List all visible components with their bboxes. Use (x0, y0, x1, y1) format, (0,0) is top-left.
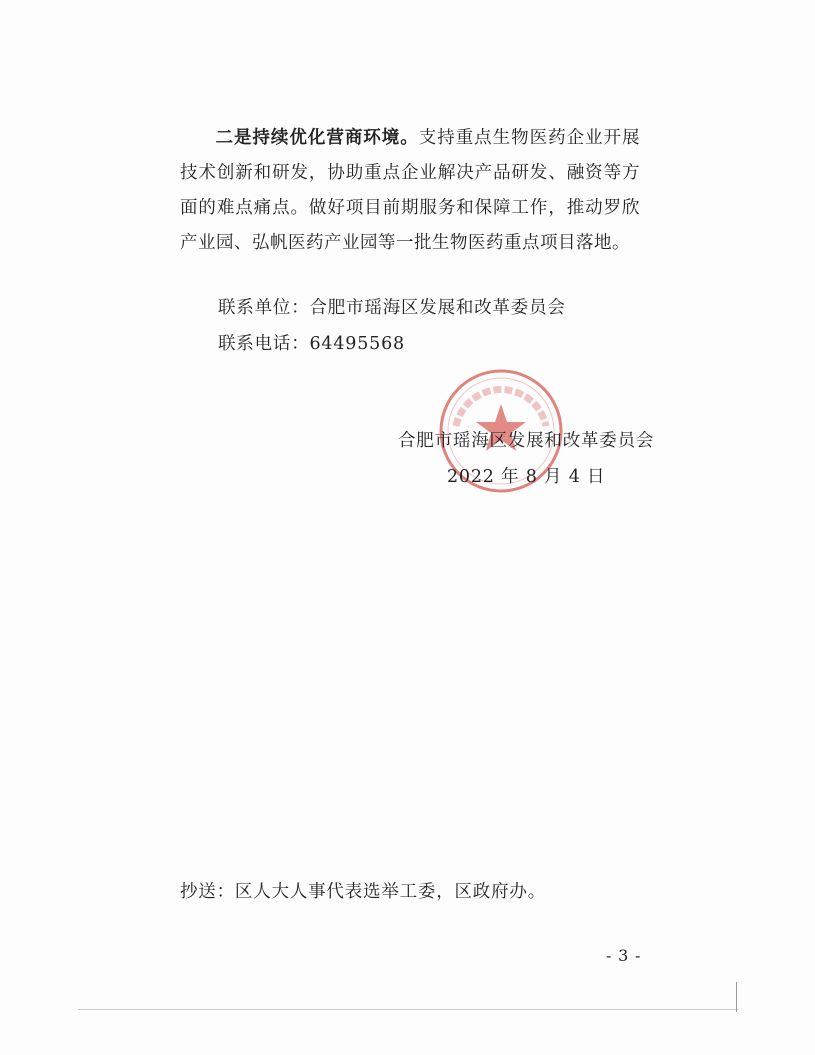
cc-label: 抄送： (180, 882, 235, 902)
contact-phone-label: 联系电话： (218, 334, 310, 354)
bottom-divider (78, 1009, 738, 1010)
paragraph-text: 支持重点生物医药企业开展技术创新和研发，协助重点企业解决产品研发、融资等方面的难点痛点。做好项目前期服务和保障工作，推动罗欣产业园、弘帆医药产业园等一批生物医药重点项目落地。 (180, 128, 641, 253)
contact-unit (218, 294, 566, 319)
contact-phone (218, 330, 405, 355)
binding-mark (736, 982, 737, 1012)
contact-phone-value: 64495568 (309, 334, 405, 354)
contact-unit-label: 联系单位： (218, 298, 310, 318)
paragraph-lead: 二是持续优化营商环境。 (215, 128, 419, 148)
signature-org: 合肥市瑶海区发展和改革委员会 (398, 431, 655, 451)
page-number: - 3 - (606, 946, 642, 965)
cc-value: 区人大人事代表选举工委，区政府办。 (234, 882, 547, 902)
signature-date: 2022 年 8 月 4 日 (447, 467, 606, 487)
body-paragraph (180, 121, 640, 261)
contact-unit-value: 合肥市瑶海区发展和改革委员会 (309, 298, 566, 318)
cc-line (180, 878, 546, 903)
